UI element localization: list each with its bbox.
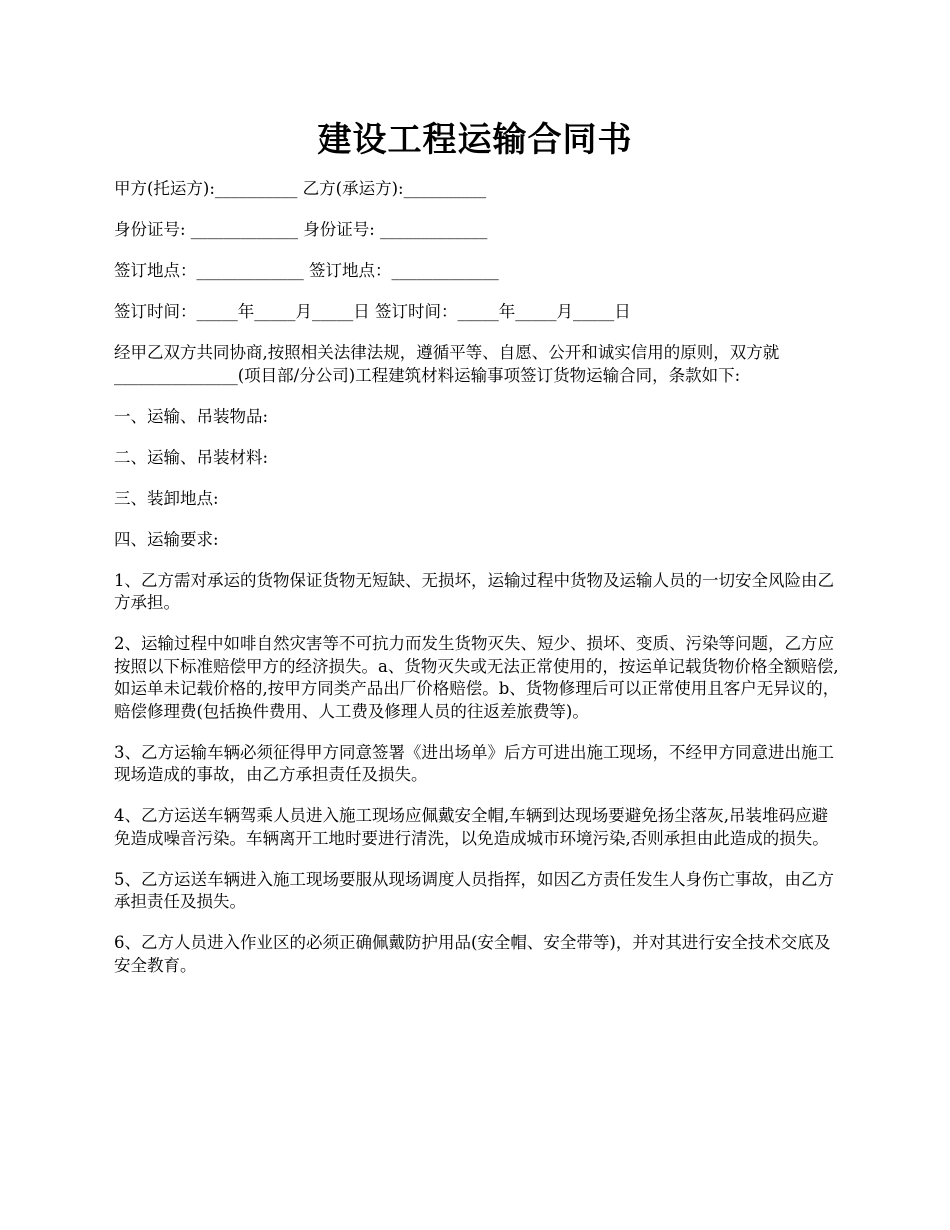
document-title: 建设工程运输合同书 — [317, 120, 633, 160]
id-number-line: 身份证号: _____________ 身份证号: _____________ — [114, 220, 488, 239]
document-body — [114, 178, 844, 996]
section-heading: 四、运输要求: — [114, 529, 219, 549]
intro-paragraph: 经甲乙双方共同协商,按照相关法律法规，遵循平等、自愿、公开和诚实信用的原则，双方就_______________(项目部/分公司)工程建筑材料运输事项签订货物运输合同，条款如下: — [114, 343, 780, 385]
clause-paragraph: 5、乙方运送车辆进入施工现场要服从现场调度人员指挥，如因乙方责任发生人身伤亡事故，由乙方承担责任及损失。 — [114, 869, 834, 911]
clause-paragraph: 1、乙方需对承运的货物保证货物无短缺、无损坏，运输过程中货物及运输人员的一切安全风险由乙方承担。 — [114, 570, 834, 612]
clause-paragraph: 2、运输过程中如啡自然灾害等不可抗力而发生货物灭失、短少、损坏、变质、污染等问题，乙方应按照以下标准赔偿甲方的经济损失。a、货物灭失或无法正常使用的，按运单记载货物价格全额赔偿,如运单未记载价格的,按甲方同类产品出厂价格赔偿。b、货物修理后可以正常使用且客户无异议的，赔偿修理费(包括换件费用、人工费及修理人员的往返差旅费等)。 — [114, 634, 840, 721]
section-heading: 二、运输、吊装材料: — [114, 447, 269, 467]
party-line: 甲方(托运方):__________ 乙方(承运方):__________ — [114, 179, 487, 198]
clause-paragraph: 3、乙方运输车辆必须征得甲方同意签署《进出场单》后方可进出施工现场，不经甲方同意进出施工现场造成的事故，由乙方承担责任及损失。 — [114, 742, 834, 784]
signing-time-line: 签订时间：_____年_____月_____日 签订时间：_____年_____月_____日 — [114, 302, 631, 321]
clause-paragraph: 4、乙方运送车辆驾乘人员进入施工现场应佩戴安全帽,车辆到达现场要避免扬尘落灰,吊装堆码应避免造成噪音污染。车辆离开工地时要进行清洗，以免造成城市环境污染,否则承担由此造成的损失。 — [114, 806, 829, 848]
clause-paragraph: 6、乙方人员进入作业区的必须正确佩戴防护用品(安全帽、安全带等)，并对其进行安全技术交底及安全教育。 — [114, 933, 831, 975]
section-heading: 三、装卸地点: — [114, 488, 219, 508]
signing-place-line: 签订地点：_____________ 签订地点：_____________ — [114, 261, 499, 280]
section-heading: 一、运输、吊装物品: — [114, 406, 269, 426]
